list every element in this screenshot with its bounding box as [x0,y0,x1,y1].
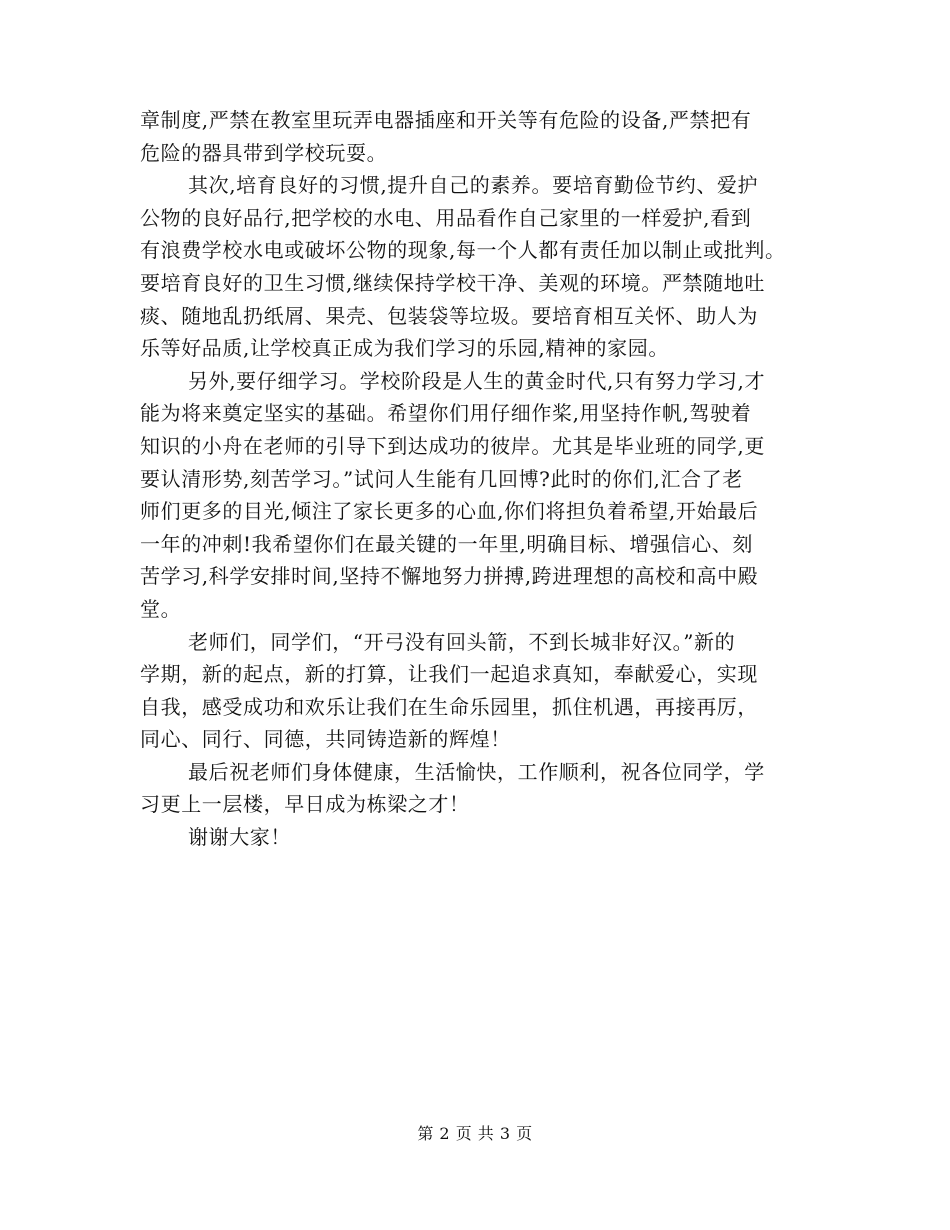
text-line: 另外,要仔细学习。学校阶段是人生的黄金时代,只有努力学习,才 [188,368,766,393]
text-line: 痰、随地乱扔纸屑、果壳、包装袋等垃圾。要培育相互关怀、助人为 [140,303,758,328]
text-line: 老师们，同学们，“开弓没有回头箭，不到长城非好汉。”新的 [188,629,736,654]
text-line: 知识的小舟在老师的引导下到达成功的彼岸。尤其是毕业班的同学,更 [140,433,765,458]
text-line: 一年的冲刺!我希望你们在最关键的一年里,明确目标、增强信心、刻 [140,531,753,556]
text-line: 同心、同行、同德，共同铸造新的辉煌！ [140,727,511,752]
text-line: 其次,培育良好的习惯,提升自己的素养。要培育勤俭节约、爱护 [188,173,759,198]
paragraph [140,104,820,169]
paragraph [140,169,820,365]
text-line: 乐等好品质,让学校真正成为我们学习的乐园,精神的家园。 [140,336,669,361]
text-line: 要培育良好的卫生习惯,继续保持学校干净、美观的环境。严禁随地吐 [140,270,765,295]
text-line: 学期，新的起点，新的打算，让我们一起追求真知，奉献爱心，实现 [140,662,758,687]
text-line: 苦学习,科学安排时间,坚持不懈地努力拼搏,跨进理想的高校和高中殿 [140,564,759,589]
paragraph [140,821,820,854]
text-line: 危险的器具带到学校玩耍。 [140,140,388,165]
paragraph [140,756,820,821]
text-line: 谢谢大家！ [188,825,291,850]
text-line: 章制度,严禁在教室里玩弄电器插座和开关等有危险的设备,严禁把有 [140,108,752,132]
text-line: 习更上一层楼，早日成为栋梁之才！ [140,792,470,817]
paragraph [140,365,820,626]
text-line: 师们更多的目光,倾注了家长更多的心血,你们将担负着希望,开始最后 [140,499,759,524]
paragraph [140,626,820,756]
text-line: 能为将来奠定坚实的基础。希望你们用仔细作桨,用坚持作帆,驾驶着 [140,401,752,426]
text-line: 自我，感受成功和欢乐让我们在生命乐园里，抓住机遇，再接再厉， [140,694,758,719]
text-line: 有浪费学校水电或破坏公物的现象,每一个人都有责任加以制止或批判。 [140,238,786,263]
text-line: 要认清形势,刻苦学习。”试问人生能有几回博?此时的你们,汇合了老 [140,466,743,491]
page-number-footer: 第 2 页 共 3 页 [417,1124,533,1143]
document-body [140,104,820,854]
text-line: 最后祝老师们身体健康，生活愉快，工作顺利，祝各位同学，学 [188,759,765,784]
text-line: 公物的良好品行,把学校的水电、用品看作自己家里的一样爱护,看到 [140,205,752,230]
text-line: 堂。 [140,596,182,621]
